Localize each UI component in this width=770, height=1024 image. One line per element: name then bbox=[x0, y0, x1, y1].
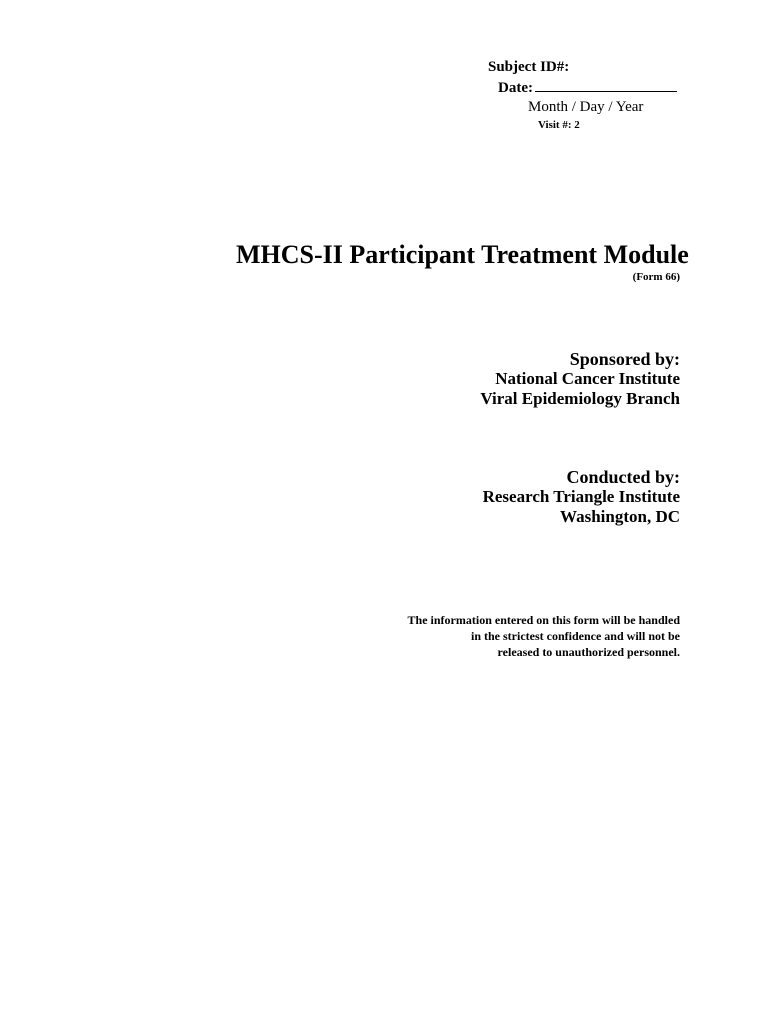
confidentiality-line: in the strictest confidence and will not be bbox=[471, 629, 680, 643]
conductor-block bbox=[483, 467, 680, 527]
confidentiality-line: The information entered on this form will be handled bbox=[407, 613, 680, 627]
confidentiality-notice bbox=[360, 612, 680, 660]
sponsor-line: National Cancer Institute bbox=[495, 369, 680, 388]
date-row bbox=[488, 77, 708, 98]
sponsor-heading: Sponsored by: bbox=[569, 349, 680, 369]
subject-id-label: Subject ID#: bbox=[488, 59, 570, 75]
date-label: Date: bbox=[498, 80, 533, 96]
date-format-hint: Month / Day / Year bbox=[528, 99, 644, 115]
subject-header bbox=[488, 58, 708, 133]
date-field-blank[interactable] bbox=[535, 77, 677, 92]
conductor-heading: Conducted by: bbox=[566, 467, 680, 487]
form-title: MHCS-II Participant Treatment Module bbox=[236, 240, 689, 269]
confidentiality-line: released to unauthorized personnel. bbox=[497, 645, 680, 659]
sponsor-line: Viral Epidemiology Branch bbox=[480, 389, 680, 408]
form-number: (Form 66) bbox=[632, 271, 680, 283]
sponsor-block bbox=[480, 349, 680, 409]
conductor-line: Washington, DC bbox=[560, 507, 680, 526]
conductor-line: Research Triangle Institute bbox=[482, 487, 680, 506]
visit-number: Visit #: 2 bbox=[538, 119, 580, 131]
